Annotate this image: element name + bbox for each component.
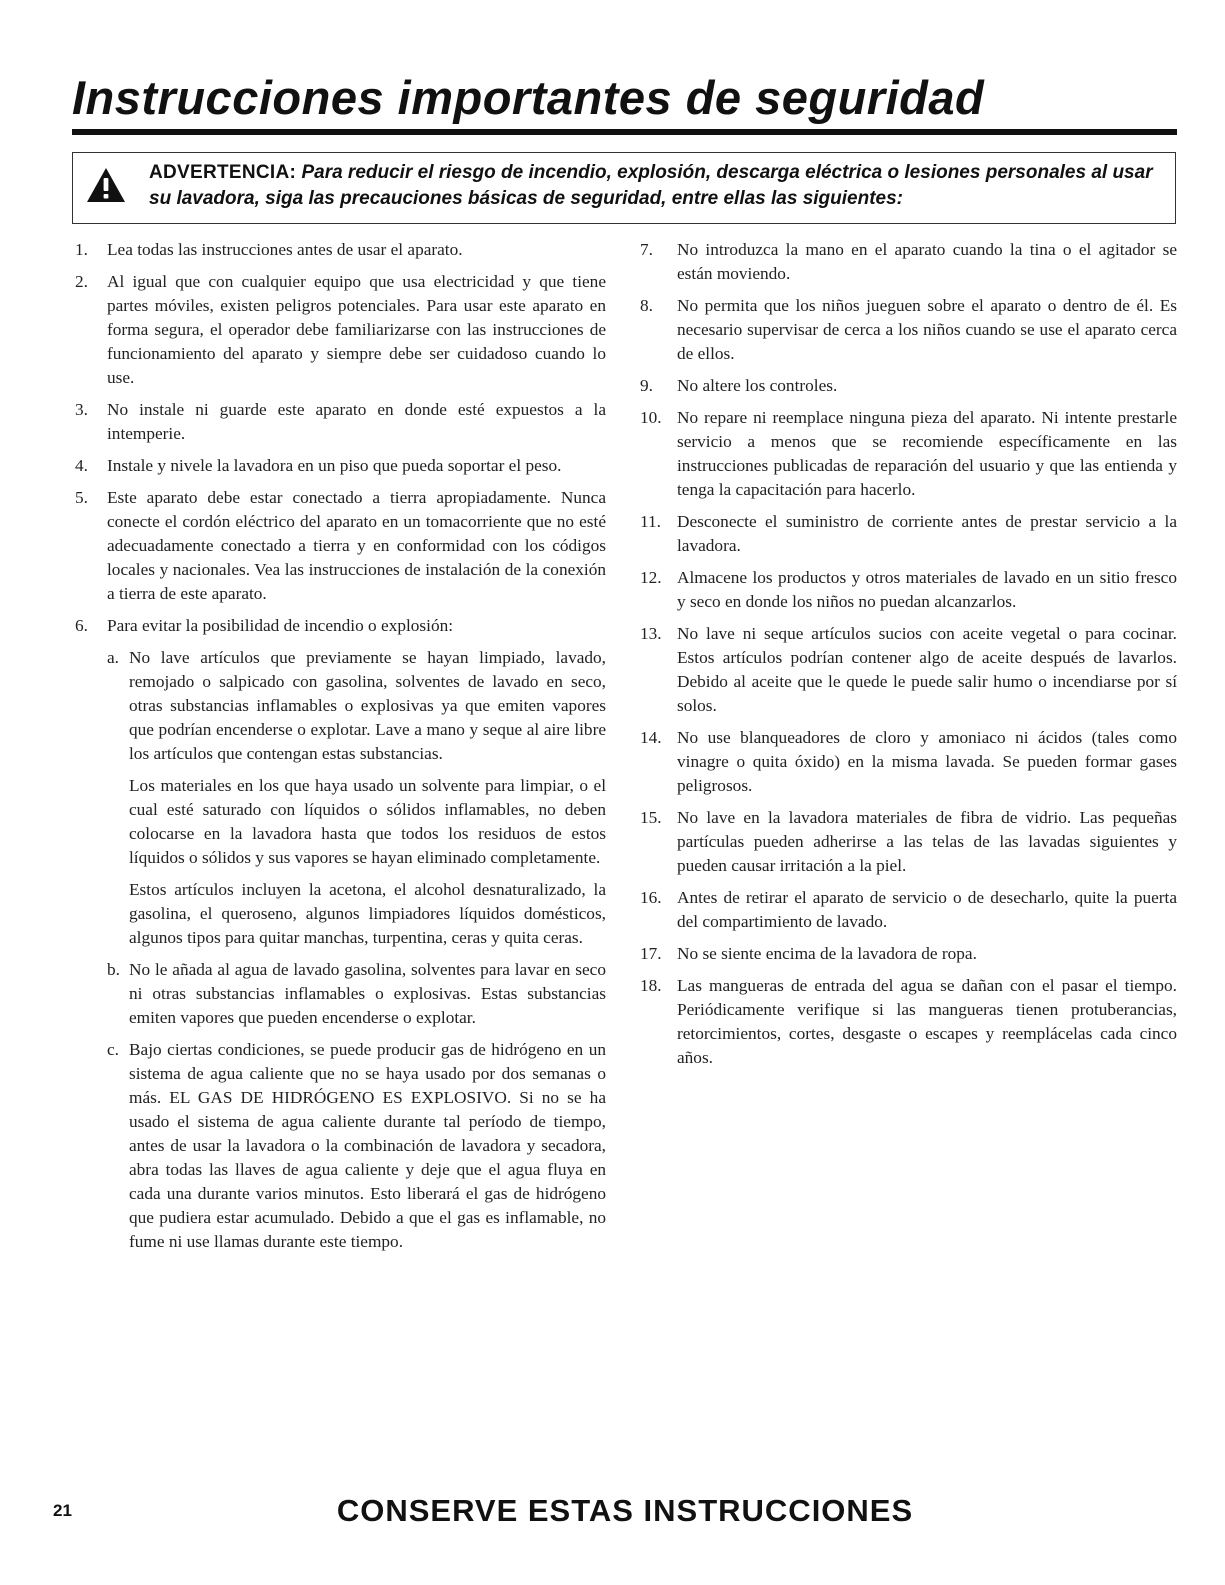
list-item	[640, 238, 1177, 286]
list-item	[640, 622, 1177, 718]
item-text: No instale ni guarde este aparato en donde esté expuestos a la intemperie.	[107, 400, 606, 443]
list-item	[75, 238, 606, 262]
list-item	[640, 726, 1177, 798]
item-text: Este aparato debe estar conectado a tierra apropiadamente. Nunca conecte el cordón eléctrico del aparato en un tomacorriente que no esté adecuadamente conectado a tierra y en conformidad con los códigos locales y nacionales. Vea las instrucciones de instalación de la conexión a tierra de este aparato.	[107, 488, 606, 603]
list-item	[640, 974, 1177, 1070]
item-number: 3.	[75, 400, 88, 419]
footer-title: CONSERVE ESTAS INSTRUCCIONES	[336, 1493, 914, 1528]
item-number: 11.	[640, 512, 661, 531]
item-text: Al igual que con cualquier equipo que usa electricidad y que tiene partes móviles, existen peligros potenciales. Para usar este aparato en forma segura, el operador debe familiarizarse con las instrucciones de funcionamiento del aparato y siempre debe ser cuidadoso cuando lo use.	[107, 272, 606, 387]
title-underline-extension	[1140, 131, 1177, 133]
item-number: 7.	[640, 240, 653, 259]
list-item	[640, 374, 1177, 398]
item-number: 10.	[640, 408, 662, 427]
item-number: 6.	[75, 616, 88, 635]
item-number: 2.	[75, 272, 88, 291]
list-item	[640, 294, 1177, 366]
item-number: 1.	[75, 240, 88, 259]
list-item	[75, 270, 606, 390]
item-text: Las mangueras de entrada del agua se dañan con el pasar el tiempo. Periódicamente verifique si las mangueras tienen protuberancias, retorcimientos, cortes, desgaste o escapes y reemplácelas cada cinco años.	[677, 976, 1177, 1067]
item-number: 17.	[640, 944, 662, 963]
item-number: 12.	[640, 568, 662, 587]
sub-item-text: No lave artículos que previamente se hayan limpiado, lavado, remojado o salpicado con gasolina, solventes de lavado en seco, otras substancias inflamables o explosivas ya que emiten vapores que podrían encenderse o explotar. Lave a mano y seque al aire libre los artículos que contengan estas substancias.	[129, 648, 606, 763]
item-text: Para evitar la posibilidad de incendio o explosión:	[107, 616, 454, 635]
item-number: 16.	[640, 888, 662, 907]
list-item	[640, 806, 1177, 878]
list-item	[640, 886, 1177, 934]
item-number: 15.	[640, 808, 662, 827]
sub-item-paragraph: Los materiales en los que haya usado un solvente para limpiar, o el cual esté saturado con líquidos o sólidos inflamables, no deben colocarse en la lavadora hasta que todos los residuos de estos líquidos o sólidos y sus vapores se hayan eliminado completamente.	[129, 776, 606, 867]
item-text: No repare ni reemplace ninguna pieza del aparato. Ni intente prestarle servicio a menos que se recomiende específicamente en las instrucciones publicadas de reparación del usuario y que las entienda y tenga la capacitación para hacerlo.	[677, 408, 1177, 499]
item-text: No se siente encima de la lavadora de ropa.	[677, 944, 977, 963]
item-text: Almacene los productos y otros materiales de lavado en un sitio fresco y seco en donde los niños no puedan alcanzarlos.	[677, 568, 1177, 611]
list-item	[640, 406, 1177, 502]
list-item	[75, 486, 606, 606]
item-number: 14.	[640, 728, 662, 747]
item-number: 18.	[640, 976, 662, 995]
item-text: Instale y nivele la lavadora en un piso que pueda soportar el peso.	[107, 456, 562, 475]
sub-item-a	[107, 646, 606, 950]
sub-item-letter: b.	[107, 960, 120, 979]
list-item	[75, 398, 606, 446]
list-item	[640, 566, 1177, 614]
sub-item-letter: c.	[107, 1040, 119, 1059]
item-text: Antes de retirar el aparato de servicio o de desecharlo, quite la puerta del compartimiento de lavado.	[677, 888, 1177, 931]
list-item	[640, 510, 1177, 558]
list-item	[75, 454, 606, 478]
item-text: No altere los controles.	[677, 376, 838, 395]
page-number: 21	[53, 1501, 72, 1520]
sub-item-text: No le añada al agua de lavado gasolina, solventes para lavar en seco ni otras substancias inflamables o explosivas. Estas substancias emiten vapores que pueden encenderse o explotar.	[129, 960, 606, 1027]
right-column	[640, 238, 1177, 1078]
list-item-6	[75, 614, 606, 1254]
item-number: 8.	[640, 296, 653, 315]
sub-item-c	[107, 1038, 606, 1254]
item-number: 4.	[75, 456, 88, 475]
item-text: No introduzca la mano en el aparato cuando la tina o el agitador se están moviendo.	[677, 240, 1177, 283]
warning-text	[149, 160, 1159, 212]
item-text: No use blanqueadores de cloro y amoniaco ni ácidos (tales como vinagre o quita óxido) en la misma lavada. Se pueden formar gases peligrosos.	[677, 728, 1177, 795]
warning-box	[72, 152, 1176, 224]
sub-item-b	[107, 958, 606, 1030]
title-underline	[72, 129, 1177, 135]
warning-label: ADVERTENCIA:	[149, 162, 297, 183]
item-text: Desconecte el suministro de corriente antes de prestar servicio a la lavadora.	[677, 512, 1177, 555]
sub-item-letter: a.	[107, 648, 119, 667]
list-item	[640, 942, 1177, 966]
item-number: 5.	[75, 488, 88, 507]
warning-body: Para reducir el riesgo de incendio, explosión, descarga eléctrica o lesiones personales al usar su lavadora, siga las precauciones básicas de seguridad, entre ellas las siguientes:	[149, 162, 1153, 209]
item-number: 9.	[640, 376, 653, 395]
warning-triangle-icon	[86, 167, 126, 203]
item-text: No permita que los niños jueguen sobre el aparato o dentro de él. Es necesario supervisar de cerca a los niños cuando se use el aparato cerca de ellos.	[677, 296, 1177, 363]
item-number: 13.	[640, 624, 662, 643]
item-text: No lave en la lavadora materiales de fibra de vidrio. Las pequeñas partículas pueden adherirse a las telas de las lavadas siguientes y pueden causar irritación a la piel.	[677, 808, 1177, 875]
item-text: No lave ni seque artículos sucios con aceite vegetal o para cocinar. Estos artículos podrían contener algo de aceite después de lavarlos. Debido al aceite que le quede le puede salir humo o incendiarse por sí solos.	[677, 624, 1177, 715]
sub-item-text: Bajo ciertas condiciones, se puede producir gas de hidrógeno en un sistema de agua caliente que no se haya usado por dos semanas o más. EL GAS DE HIDRÓGENO ES EXPLOSIVO. Si no se ha usado el sistema de agua caliente durante tal período de tiempo, antes de usar la lavadora o la combinación de lavadora y secadora, abra todas las llaves de agua caliente y deje que el agua fluya en cada una durante varios minutos. Esto liberará el gas de hidrógeno que pudiera estar acumulado. Debido a que el gas es inflamable, no fume ni use llamas durante este tiempo.	[129, 1040, 606, 1251]
left-column	[75, 238, 606, 1262]
sub-item-paragraph: Estos artículos incluyen la acetona, el alcohol desnaturalizado, la gasolina, el queroseno, algunos limpiadores líquidos domésticos, algunos tipos para quitar manchas, turpentina, ceras y quita ceras.	[129, 880, 606, 947]
page-title: Instrucciones importantes de seguridad	[72, 71, 985, 124]
item-text: Lea todas las instrucciones antes de usar el aparato.	[107, 240, 463, 259]
